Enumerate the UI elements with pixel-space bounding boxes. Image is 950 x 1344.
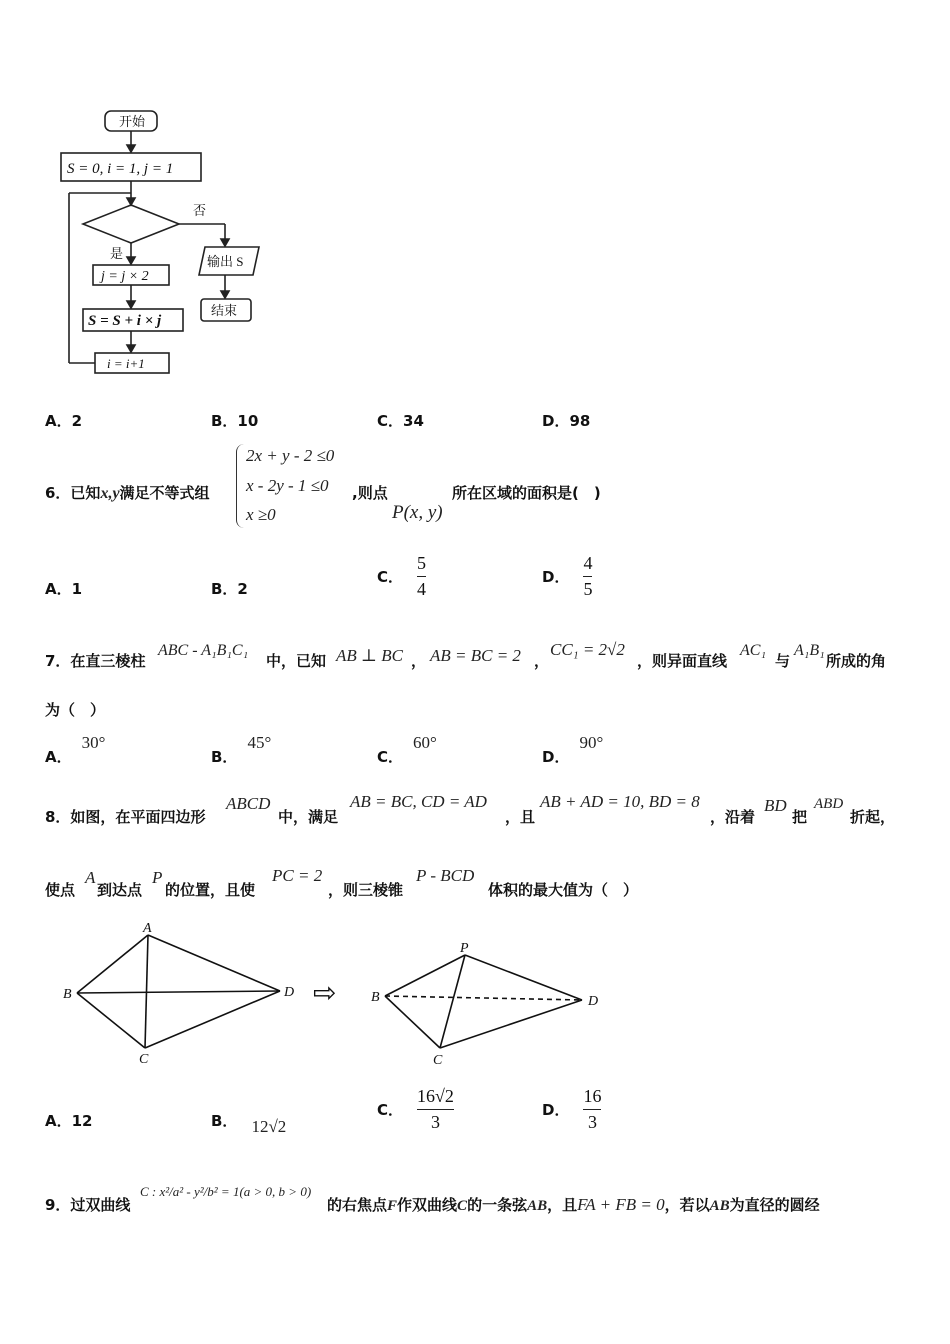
- q6-text-end: 所在区域的面积是( ): [452, 484, 601, 502]
- q7-line2: A₁B₁: [794, 642, 825, 659]
- q8-t9: 的位置，且使: [165, 881, 256, 899]
- q8-option-d-label: D．: [542, 1101, 570, 1119]
- q8-t8: 到达点: [97, 881, 143, 899]
- q8-option-d-den: 3: [587, 1112, 597, 1132]
- flow-s-text: S = S + i × j: [88, 313, 162, 329]
- q6-option-d-fraction: [583, 553, 592, 600]
- q7-option-a-label: A．: [45, 748, 72, 766]
- q7-t4: ，: [534, 652, 550, 670]
- fig-label-a: A: [143, 921, 152, 936]
- q6-option-d[interactable]: [542, 553, 592, 600]
- q8-t1: 8．如图，在平面四边形: [45, 808, 206, 826]
- q7-option-b[interactable]: [211, 732, 272, 766]
- q6-stem: [45, 482, 210, 503]
- q9-curve: C : x²/a² - y²/b² = 1(a > 0, b > 0): [140, 1184, 312, 1199]
- q6-ineq1: 2x + y - 2 ≤0: [246, 446, 335, 465]
- q8-option-b[interactable]: [211, 1110, 287, 1136]
- q6-vars: x,y: [100, 485, 120, 502]
- q8-figure: [55, 918, 615, 1073]
- q8-eq1: AB = BC, CD = AD: [350, 792, 487, 811]
- q7-option-d[interactable]: [542, 732, 604, 766]
- flow-i-text: i = i+1: [107, 356, 145, 371]
- flow-yes-label: 是: [110, 246, 124, 261]
- flow-condition-diamond: [83, 205, 179, 243]
- q8-t4: ，沿着: [710, 808, 756, 826]
- q9-stem-rest: [327, 1194, 820, 1215]
- q8-pyr: P - BCD: [416, 866, 475, 885]
- fig-label-b: B: [63, 987, 72, 1002]
- q8-option-c-fraction: [417, 1086, 454, 1133]
- q9-ab: AB: [527, 1198, 548, 1214]
- q8-t3: ，且: [505, 808, 536, 826]
- q7-t8: 为（ ）: [45, 701, 106, 719]
- q7-option-d-label: D．: [542, 748, 570, 766]
- q8-eq2: AB + AD = 10, BD = 8: [540, 792, 700, 811]
- q8-quad: ABCD: [226, 794, 271, 813]
- q9-t1: 9．过双曲线: [45, 1196, 131, 1214]
- q7-option-b-value: 45°: [247, 733, 272, 752]
- q7-option-c-value: 60°: [413, 733, 437, 752]
- q6-ineq2: x - 2y - 1 ≤0: [246, 476, 329, 495]
- q6-option-d-num: 4: [583, 553, 593, 573]
- fig-label-b2: B: [371, 990, 380, 1005]
- q8-bd: BD: [764, 796, 787, 815]
- q6-option-b[interactable]: B．2: [211, 580, 248, 598]
- q8-option-d[interactable]: [542, 1086, 601, 1133]
- q8-t10: ，则三棱锥: [328, 881, 404, 899]
- q7-option-c-label: C．: [377, 748, 404, 766]
- q6-option-c-fraction: [417, 553, 426, 600]
- q7-option-c[interactable]: [377, 732, 437, 766]
- q9-c: C: [457, 1198, 468, 1214]
- q6-text-mid: 满足不等式组: [119, 484, 210, 502]
- q7-t1: 7．在直三棱柱: [45, 652, 146, 670]
- q6-option-c-den: 4: [417, 579, 427, 599]
- q6-ineq3: x ≥0: [246, 505, 276, 524]
- q6-brace: [236, 444, 245, 528]
- q6-option-a[interactable]: A．1: [45, 580, 83, 598]
- q9-ab2: AB: [709, 1198, 730, 1214]
- q5-option-a[interactable]: A．2: [45, 412, 83, 430]
- q7-t7: 所成的角: [826, 652, 887, 670]
- q9-t6: ，若以: [664, 1196, 710, 1214]
- q7-option-d-value: 90°: [579, 733, 604, 752]
- q8-option-c-num: 16√2: [417, 1086, 454, 1106]
- q6-option-d-label: D．: [542, 568, 570, 586]
- q5-option-d[interactable]: D．98: [542, 412, 591, 430]
- q6-point: P(x, y): [392, 502, 443, 523]
- q8-option-a[interactable]: A．12: [45, 1112, 93, 1130]
- q8-t7: 使点: [45, 881, 76, 899]
- flow-start-text: 开始: [119, 114, 146, 129]
- fig-label-c: C: [139, 1052, 149, 1067]
- q7-option-b-label: B．: [211, 748, 238, 766]
- q8-option-c[interactable]: [377, 1086, 454, 1133]
- flow-output-text: 输出 S: [207, 254, 244, 269]
- q8-t5: 把: [792, 808, 808, 826]
- flow-init-text: S = 0, i = 1, j = 1: [67, 161, 174, 177]
- q7-eq1: AB = BC = 2: [430, 646, 521, 665]
- q6-text-prefix: 6．已知: [45, 484, 101, 502]
- q8-option-c-label: C．: [377, 1101, 404, 1119]
- q8-option-d-num: 16: [583, 1086, 602, 1106]
- q6-option-c-num: 5: [417, 553, 427, 573]
- q5-option-b[interactable]: B．10: [211, 412, 259, 430]
- flowchart: [55, 105, 285, 390]
- q7-option-a-value: 30°: [81, 733, 106, 752]
- q7-option-a[interactable]: [45, 732, 106, 766]
- q7-t5: ，则异面直线: [637, 652, 728, 670]
- q6-option-c[interactable]: [377, 553, 426, 600]
- q8-t2: 中，满足: [278, 808, 339, 826]
- q9-t2: 的右焦点: [327, 1196, 388, 1214]
- q7-eq2: CC₁ = 2√2: [550, 640, 625, 659]
- fig-label-d2: D: [588, 994, 599, 1009]
- q8-pc: PC = 2: [272, 866, 323, 885]
- fig-label-p: P: [460, 941, 469, 956]
- q5-option-c[interactable]: C．34: [377, 412, 424, 430]
- fig-label-d: D: [284, 985, 295, 1000]
- q9-t5: ，且: [547, 1196, 578, 1214]
- flow-end-text: 结束: [211, 303, 238, 318]
- q9-f: F: [387, 1198, 398, 1214]
- q9-t3: 作双曲线: [397, 1196, 458, 1214]
- q8-option-d-fraction: [583, 1086, 601, 1133]
- q9-vec: FA + FB = 0: [577, 1195, 665, 1214]
- q8-t6: 折起，: [850, 808, 896, 826]
- fig-arrow-icon: ⇨: [313, 978, 337, 1009]
- q8-option-c-den: 3: [430, 1112, 440, 1132]
- q6-option-d-den: 5: [583, 579, 593, 599]
- q9-t7: 为直径的圆经: [729, 1196, 820, 1214]
- q8-option-b-label: B．: [211, 1112, 238, 1130]
- fig-label-c2: C: [433, 1053, 443, 1068]
- flow-no-label: 否: [193, 203, 207, 218]
- q8-p: P: [152, 868, 163, 887]
- q8-option-b-value: 12√2: [251, 1117, 287, 1136]
- q7-prism: ABC - A₁B₁C₁: [158, 642, 249, 659]
- q7-line1: AC₁: [740, 642, 767, 659]
- q8-abd: ABD: [814, 796, 844, 812]
- q7-t6: 与: [775, 652, 791, 670]
- q9-t4: 的一条弦: [467, 1196, 528, 1214]
- flow-j-text: j = j × 2: [101, 269, 149, 284]
- q7-t3: ，: [411, 652, 427, 670]
- q6-text-after: ,则点: [352, 484, 388, 502]
- q8-t11: 体积的最大值为（ ）: [488, 881, 639, 899]
- q6-option-c-label: C．: [377, 568, 404, 586]
- q7-perp: AB ⊥ BC: [336, 646, 403, 665]
- q7-t2: 中，已知: [266, 652, 327, 670]
- q8-a: A: [85, 868, 96, 887]
